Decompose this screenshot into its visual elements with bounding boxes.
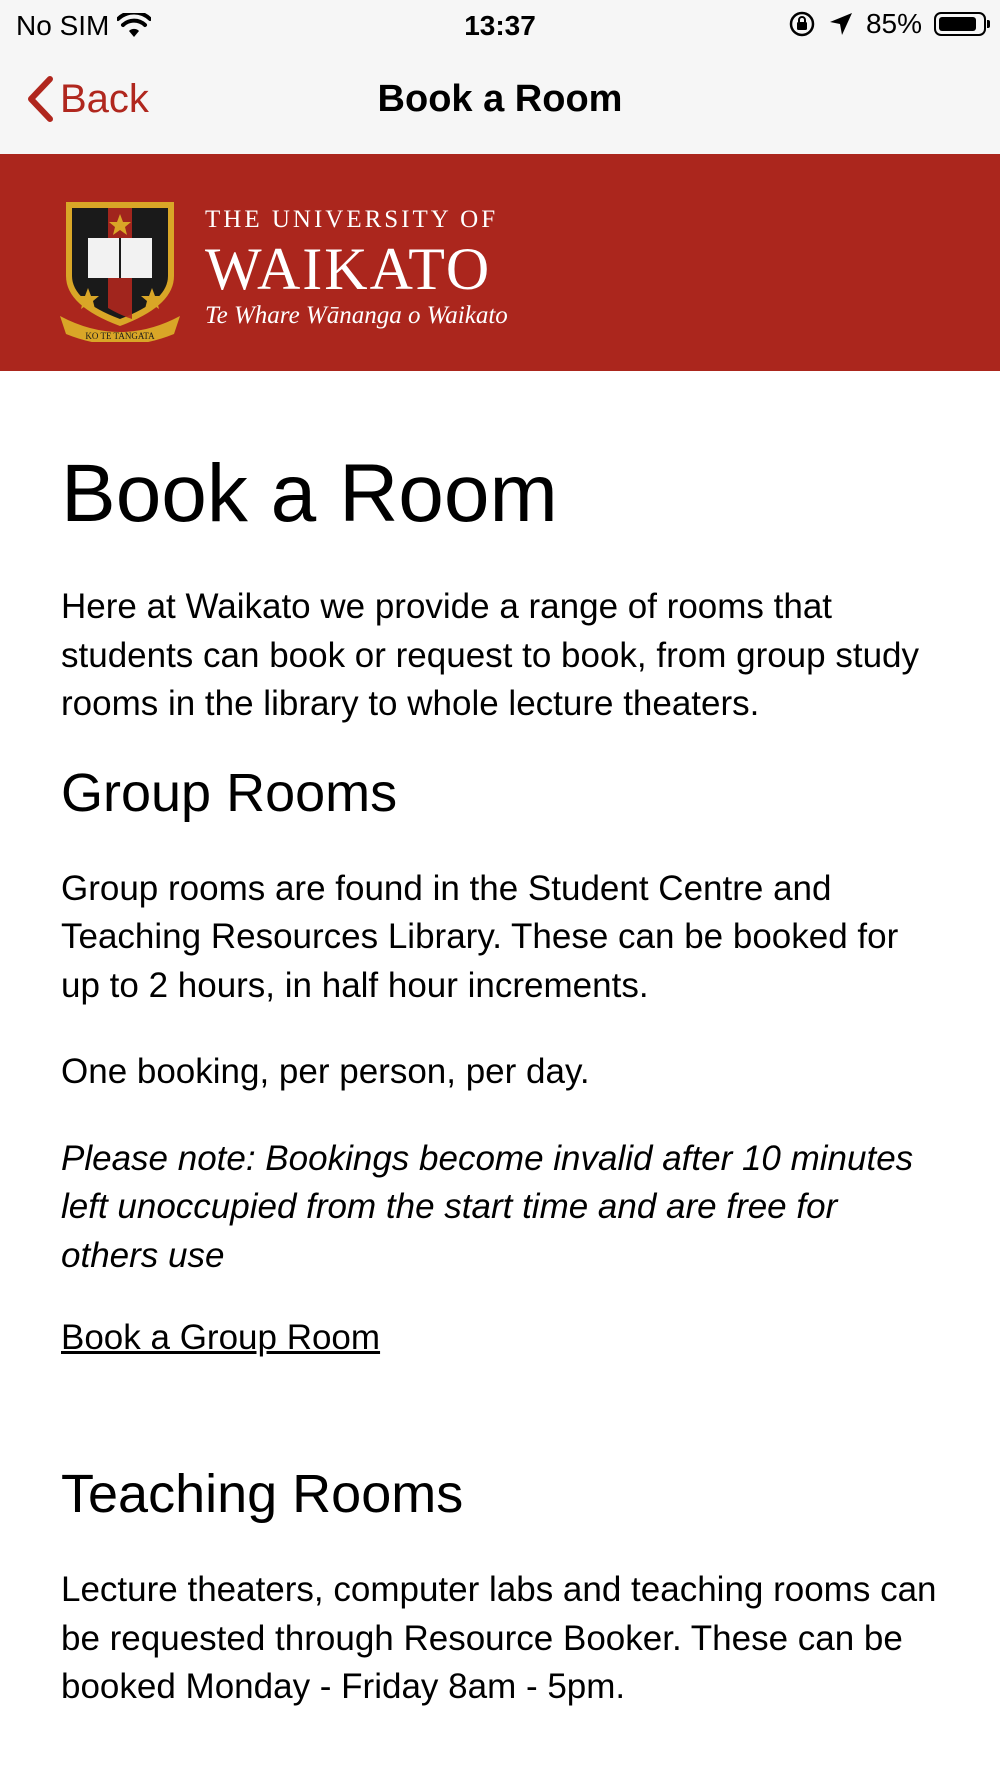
teaching-rooms-heading: Teaching Rooms (61, 1464, 464, 1524)
battery-fill (939, 17, 976, 31)
booking-limit-paragraph: One booking, per person, per day. (61, 1052, 590, 1091)
booking-note-paragraph: Please note: Bookings become invalid after 10 minutes left unoccupied from the start time and are free for others use (61, 1138, 914, 1275)
teaching-rooms-paragraph: Lecture theaters, computer labs and teaching rooms can be requested through Resource Booker. These can be booked Monday - Friday 8am - 5pm. (61, 1570, 937, 1706)
nav-title: Book a Room (377, 78, 623, 120)
top-bar (0, 0, 1000, 154)
wordmark-line-3: Te Whare Wānanga o Waikato (205, 302, 508, 329)
university-wordmark (205, 206, 508, 330)
group-rooms-heading: Group Rooms (61, 762, 398, 823)
university-banner (0, 154, 1000, 371)
battery-icon (934, 12, 986, 36)
navigation-bar (0, 52, 1000, 154)
wordmark-line-1: THE UNIVERSITY OF (205, 206, 499, 233)
location-arrow-icon (828, 11, 854, 37)
intro-paragraph: Here at Waikato we provide a range of rooms that students can book or request to book, from group study rooms in the library to whole lecture theaters. (61, 587, 919, 723)
status-bar (0, 0, 1000, 52)
carrier-label: No SIM (16, 10, 110, 41)
university-crest-logo (58, 198, 182, 342)
crest-motto: KO TE TANGATA (85, 331, 155, 341)
wordmark-line-2: WAIKATO (205, 236, 492, 302)
status-time: 13:37 (464, 10, 536, 41)
book-group-room-link[interactable]: Book a Group Room (61, 1318, 381, 1357)
page-title: Book a Room (61, 448, 558, 539)
orientation-lock-icon (788, 10, 816, 38)
page-content (61, 371, 941, 1712)
group-rooms-paragraph: Group rooms are found in the Student Centre and Teaching Resources Library. These can be booked for up to 2 hours, in half hour increments. (61, 868, 899, 1005)
battery-percentage: 85% (865, 8, 922, 39)
back-label: Back (60, 76, 149, 121)
